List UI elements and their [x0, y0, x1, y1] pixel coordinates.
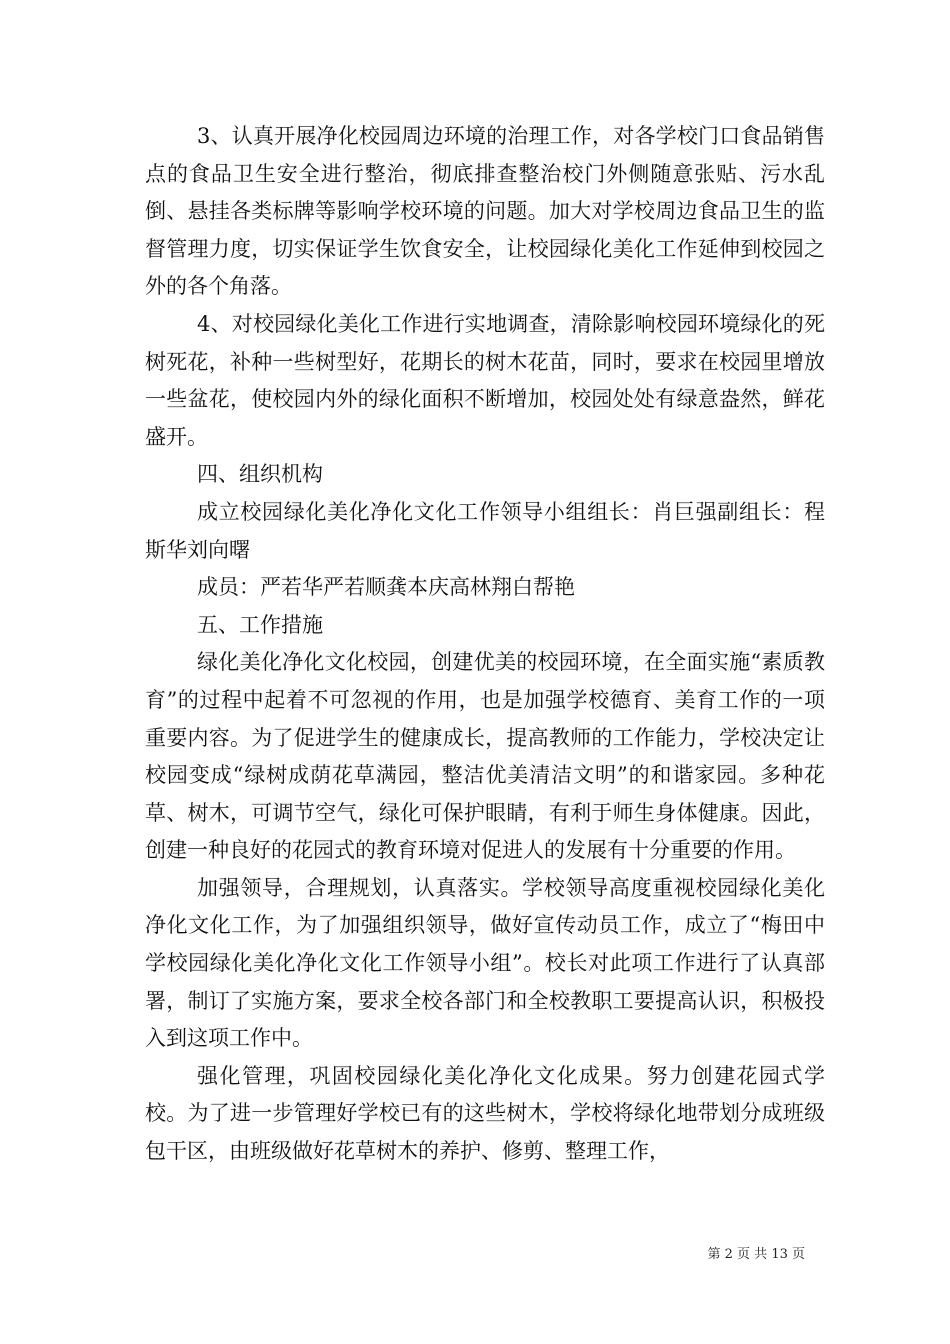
- paragraph-leadership-planning: 加强领导，合理规划，认真落实。学校领导高度重视校园绿化美化净化文化工作，为了加强组织领导，做好宣传动员工作，成立了“梅田中学校园绿化美化净化文化工作领导小组”。校长对此项工作进行了认真部署，制订了实施方案，要求全校各部门和全校教职工要提高认识，积极投入到这项工作中。: [145, 875, 825, 1051]
- page-number: 第 2 页 共 13 页: [707, 1247, 805, 1262]
- section-heading-measures: 五、工作措施: [197, 612, 323, 637]
- paragraph-members: 成员：严若华严若顺龚本庆高林翔白帮艳: [197, 575, 575, 600]
- paragraph-item-4: 4、对校园绿化美化工作进行实地调查，清除影响校园环境绿化的死树死花，补种一些树型好，花期长的树木花苗，同时，要求在校园里增放一些盆花，使校园内外的绿化面积不断增加，校园处处有绿意盎然，鲜花盛开。: [145, 311, 825, 449]
- document-body: [145, 118, 825, 1171]
- paragraph-greening-intro: 绿化美化净化文化校园，创建优美的校园环境，在全面实施“素质教育”的过程中起着不可忽视的作用，也是加强学校德育、美育工作的一项重要内容。为了促进学生的健康成长，提高教师的工作能力，学校决定让校园变成“绿树成荫花草满园，整洁优美清洁文明”的和谐家园。多种花草、树木，可调节空气，绿化可保护眼睛，有利于师生身体健康。因此，创建一种良好的花园式的教育环境对促进人的发展有十分重要的作用。: [145, 650, 825, 863]
- paragraph-management: 强化管理，巩固校园绿化美化净化文化成果。努力创建花园式学校。为了进一步管理好学校已有的这些树木，学校将绿化地带划分成班级包干区，由班级做好花草树木的养护、修剪、整理工作，: [145, 1063, 825, 1164]
- section-heading-organization: 四、组织机构: [197, 462, 323, 487]
- paragraph-leadership-group: 成立校园绿化美化净化文化工作领导小组组长：肖巨强副组长：程斯华刘向曙: [145, 499, 825, 562]
- paragraph-item-3: 3、认真开展净化校园周边环境的治理工作，对各学校门口食品销售点的食品卫生安全进行整治，彻底排查整治校门外侧随意张贴、污水乱倒、悬挂各类标牌等影响学校环境的问题。加大对学校周边食品卫生的监督管理力度，切实保证学生饮食安全，让校园绿化美化工作延伸到校园之外的各个角落。: [145, 124, 825, 299]
